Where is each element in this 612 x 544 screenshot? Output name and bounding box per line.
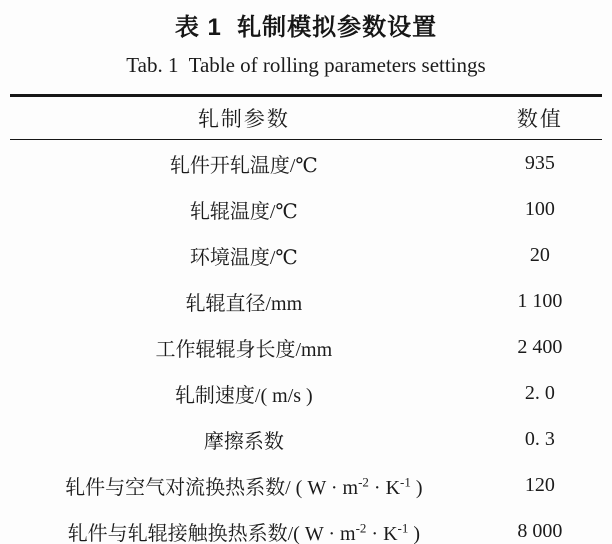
param-text: ) (410, 476, 423, 499)
column-header-parameter: 轧制参数 (197, 107, 290, 131)
table-row (10, 140, 602, 187)
rolling-parameters-table (10, 94, 602, 544)
superscript-exponent: -1 (400, 473, 411, 489)
value-cell: 2 400 (517, 335, 563, 358)
table-caption-zh: 表 1 轧制模拟参数设置 (174, 14, 438, 41)
table-row (10, 508, 602, 544)
table-row (10, 462, 602, 508)
value-cell: 0. 3 (524, 427, 555, 450)
column-header-value: 数值 (516, 107, 563, 131)
param-cell: 轧件开轧温度/℃ (169, 154, 318, 177)
superscript-exponent: -2 (355, 519, 367, 535)
value-cell: 8 000 (517, 519, 563, 542)
header-row (10, 96, 602, 140)
param-cell: 环境温度/℃ (189, 246, 298, 269)
table-row (10, 278, 602, 324)
param-text: · K (368, 476, 401, 499)
param-cell: 摩擦系数 (203, 430, 284, 453)
table-row (10, 186, 602, 232)
value-cell: 1 100 (517, 289, 563, 312)
param-cell: 轧制速度/( m/s ) (174, 384, 313, 407)
param-cell: 轧辊温度/℃ (189, 200, 298, 223)
value-cell: 100 (524, 197, 555, 220)
param-cell (10, 462, 478, 508)
table-row (10, 370, 602, 416)
param-text: ) (408, 522, 421, 544)
param-text: 轧件与轧辊接触换热系数/( W · m (67, 522, 356, 544)
param-cell: 轧辊直径/mm (185, 292, 303, 315)
value-cell: 20 (529, 243, 550, 266)
value-cell: 2. 0 (524, 381, 555, 404)
param-cell: 工作辊辊身长度/mm (155, 338, 333, 361)
superscript-exponent: -1 (397, 519, 409, 535)
value-cell: 120 (524, 473, 555, 496)
param-cell (10, 508, 478, 544)
table-row (10, 324, 602, 370)
param-text: · K (366, 522, 398, 544)
table-caption-en: Tab. 1 Table of rolling parameters settings (126, 53, 486, 77)
param-text: 轧件与空气对流换热系数/ ( W · m (65, 476, 359, 499)
value-cell: 935 (524, 151, 555, 174)
table-row (10, 416, 602, 462)
table-row (10, 232, 602, 278)
superscript-exponent: -2 (358, 473, 369, 489)
